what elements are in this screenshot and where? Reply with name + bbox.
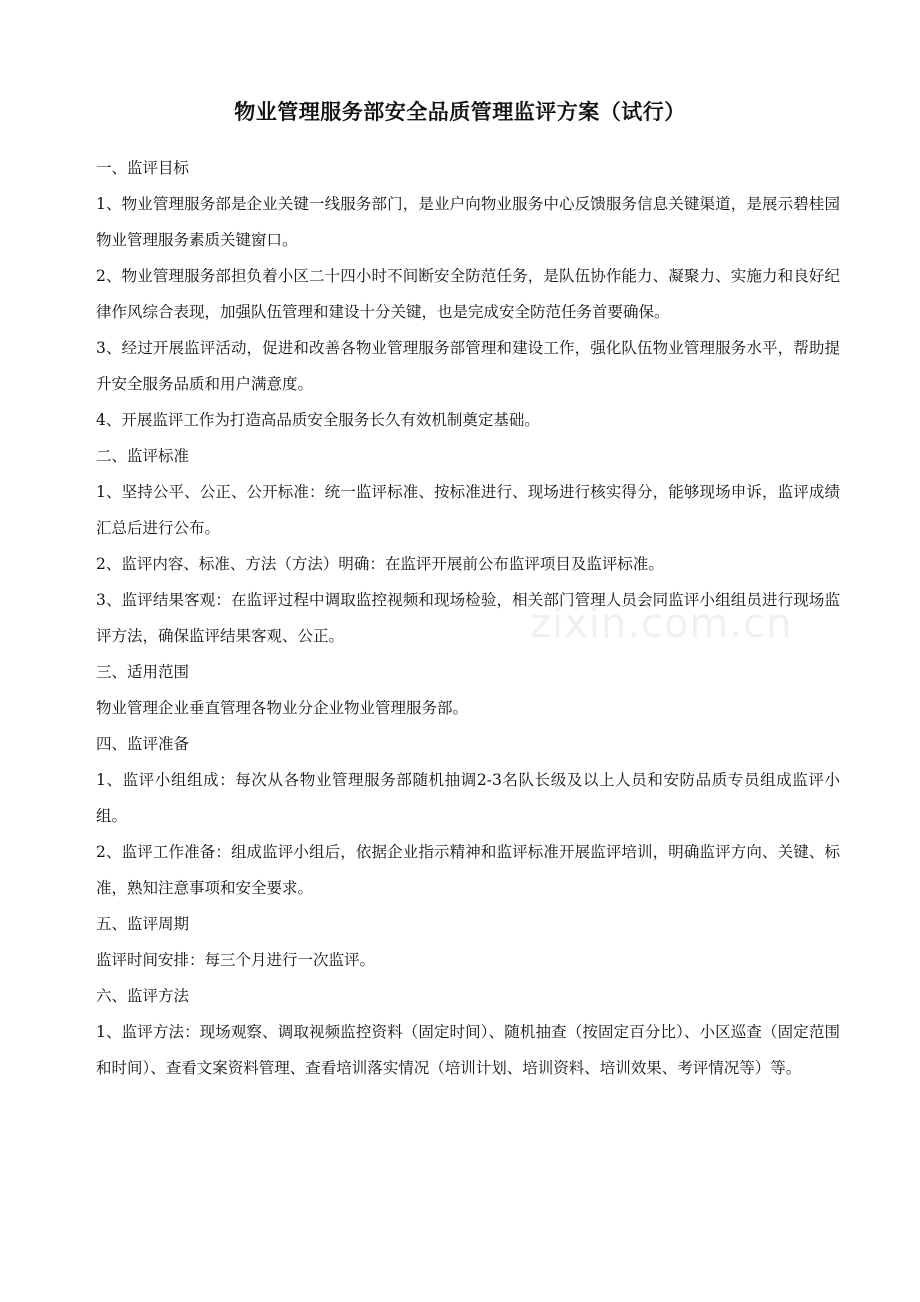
paragraph-preparation-2: 2、监评工作准备：组成监评小组后，依据企业指示精神和监评标准开展监评培训，明确监评方向、关键、标准，熟知注意事项和安全要求。 [96, 843, 840, 897]
heading-standards: 二、监评标准 [96, 447, 190, 465]
paragraph-method-1: 1、监评方法：现场观察、调取视频监控资料（固定时间）、随机抽查（按固定百分比）、小区巡查（固定范围和时间）、查看文案资料管理、查看培训落实情况（培训计划、培训资料、培训效果、考评情况等）等。 [96, 1023, 840, 1077]
paragraph-preparation-1: 1、监评小组组成：每次从各物业管理服务部随机抽调2-3名队长级及以上人员和安防品质专员组成监评小组。 [96, 771, 840, 825]
heading-scope: 三、适用范围 [96, 663, 190, 681]
paragraph-standard-2: 2、监评内容、标准、方法（方法）明确：在监评开展前公布监评项目及监评标准。 [96, 555, 664, 573]
heading-methods: 六、监评方法 [96, 987, 190, 1005]
document-body [96, 150, 840, 1086]
paragraph-goal-4: 4、开展监评工作为打造高品质安全服务长久有效机制奠定基础。 [96, 411, 540, 429]
heading-goals: 一、监评目标 [96, 159, 190, 177]
paragraph-cycle: 监评时间安排：每三个月进行一次监评。 [96, 951, 376, 969]
paragraph-goal-3: 3、经过开展监评活动，促进和改善各物业管理服务部管理和建设工作，强化队伍物业管理服务水平，帮助提升安全服务品质和用户满意度。 [96, 339, 840, 393]
paragraph-standard-3: 3、监评结果客观：在监评过程中调取监控视频和现场检验，相关部门管理人员会同监评小组组员进行现场监评方法，确保监评结果客观、公正。 [96, 591, 840, 645]
document-title: 物业管理服务部安全品质管理监评方案（试行） [234, 99, 686, 124]
paragraph-goal-1: 1、物业管理服务部是企业关键一线服务部门，是业户向物业服务中心反馈服务信息关键渠道，是展示碧桂园物业管理服务素质关键窗口。 [96, 195, 840, 249]
heading-preparation: 四、监评准备 [96, 735, 190, 753]
heading-cycle: 五、监评周期 [96, 915, 190, 933]
paragraph-scope: 物业管理企业垂直管理各物业分企业物业管理服务部。 [96, 699, 469, 717]
watermark: zixin.com.cn [530, 601, 793, 647]
paragraph-standard-1: 1、坚持公平、公正、公开标准：统一监评标准、按标准进行、现场进行核实得分，能够现场申诉，监评成绩汇总后进行公布。 [96, 483, 840, 537]
paragraph-goal-2: 2、物业管理服务部担负着小区二十四小时不间断安全防范任务，是队伍协作能力、凝聚力、实施力和良好纪律作风综合表现，加强队伍管理和建设十分关键，也是完成安全防范任务首要确保。 [96, 267, 840, 321]
